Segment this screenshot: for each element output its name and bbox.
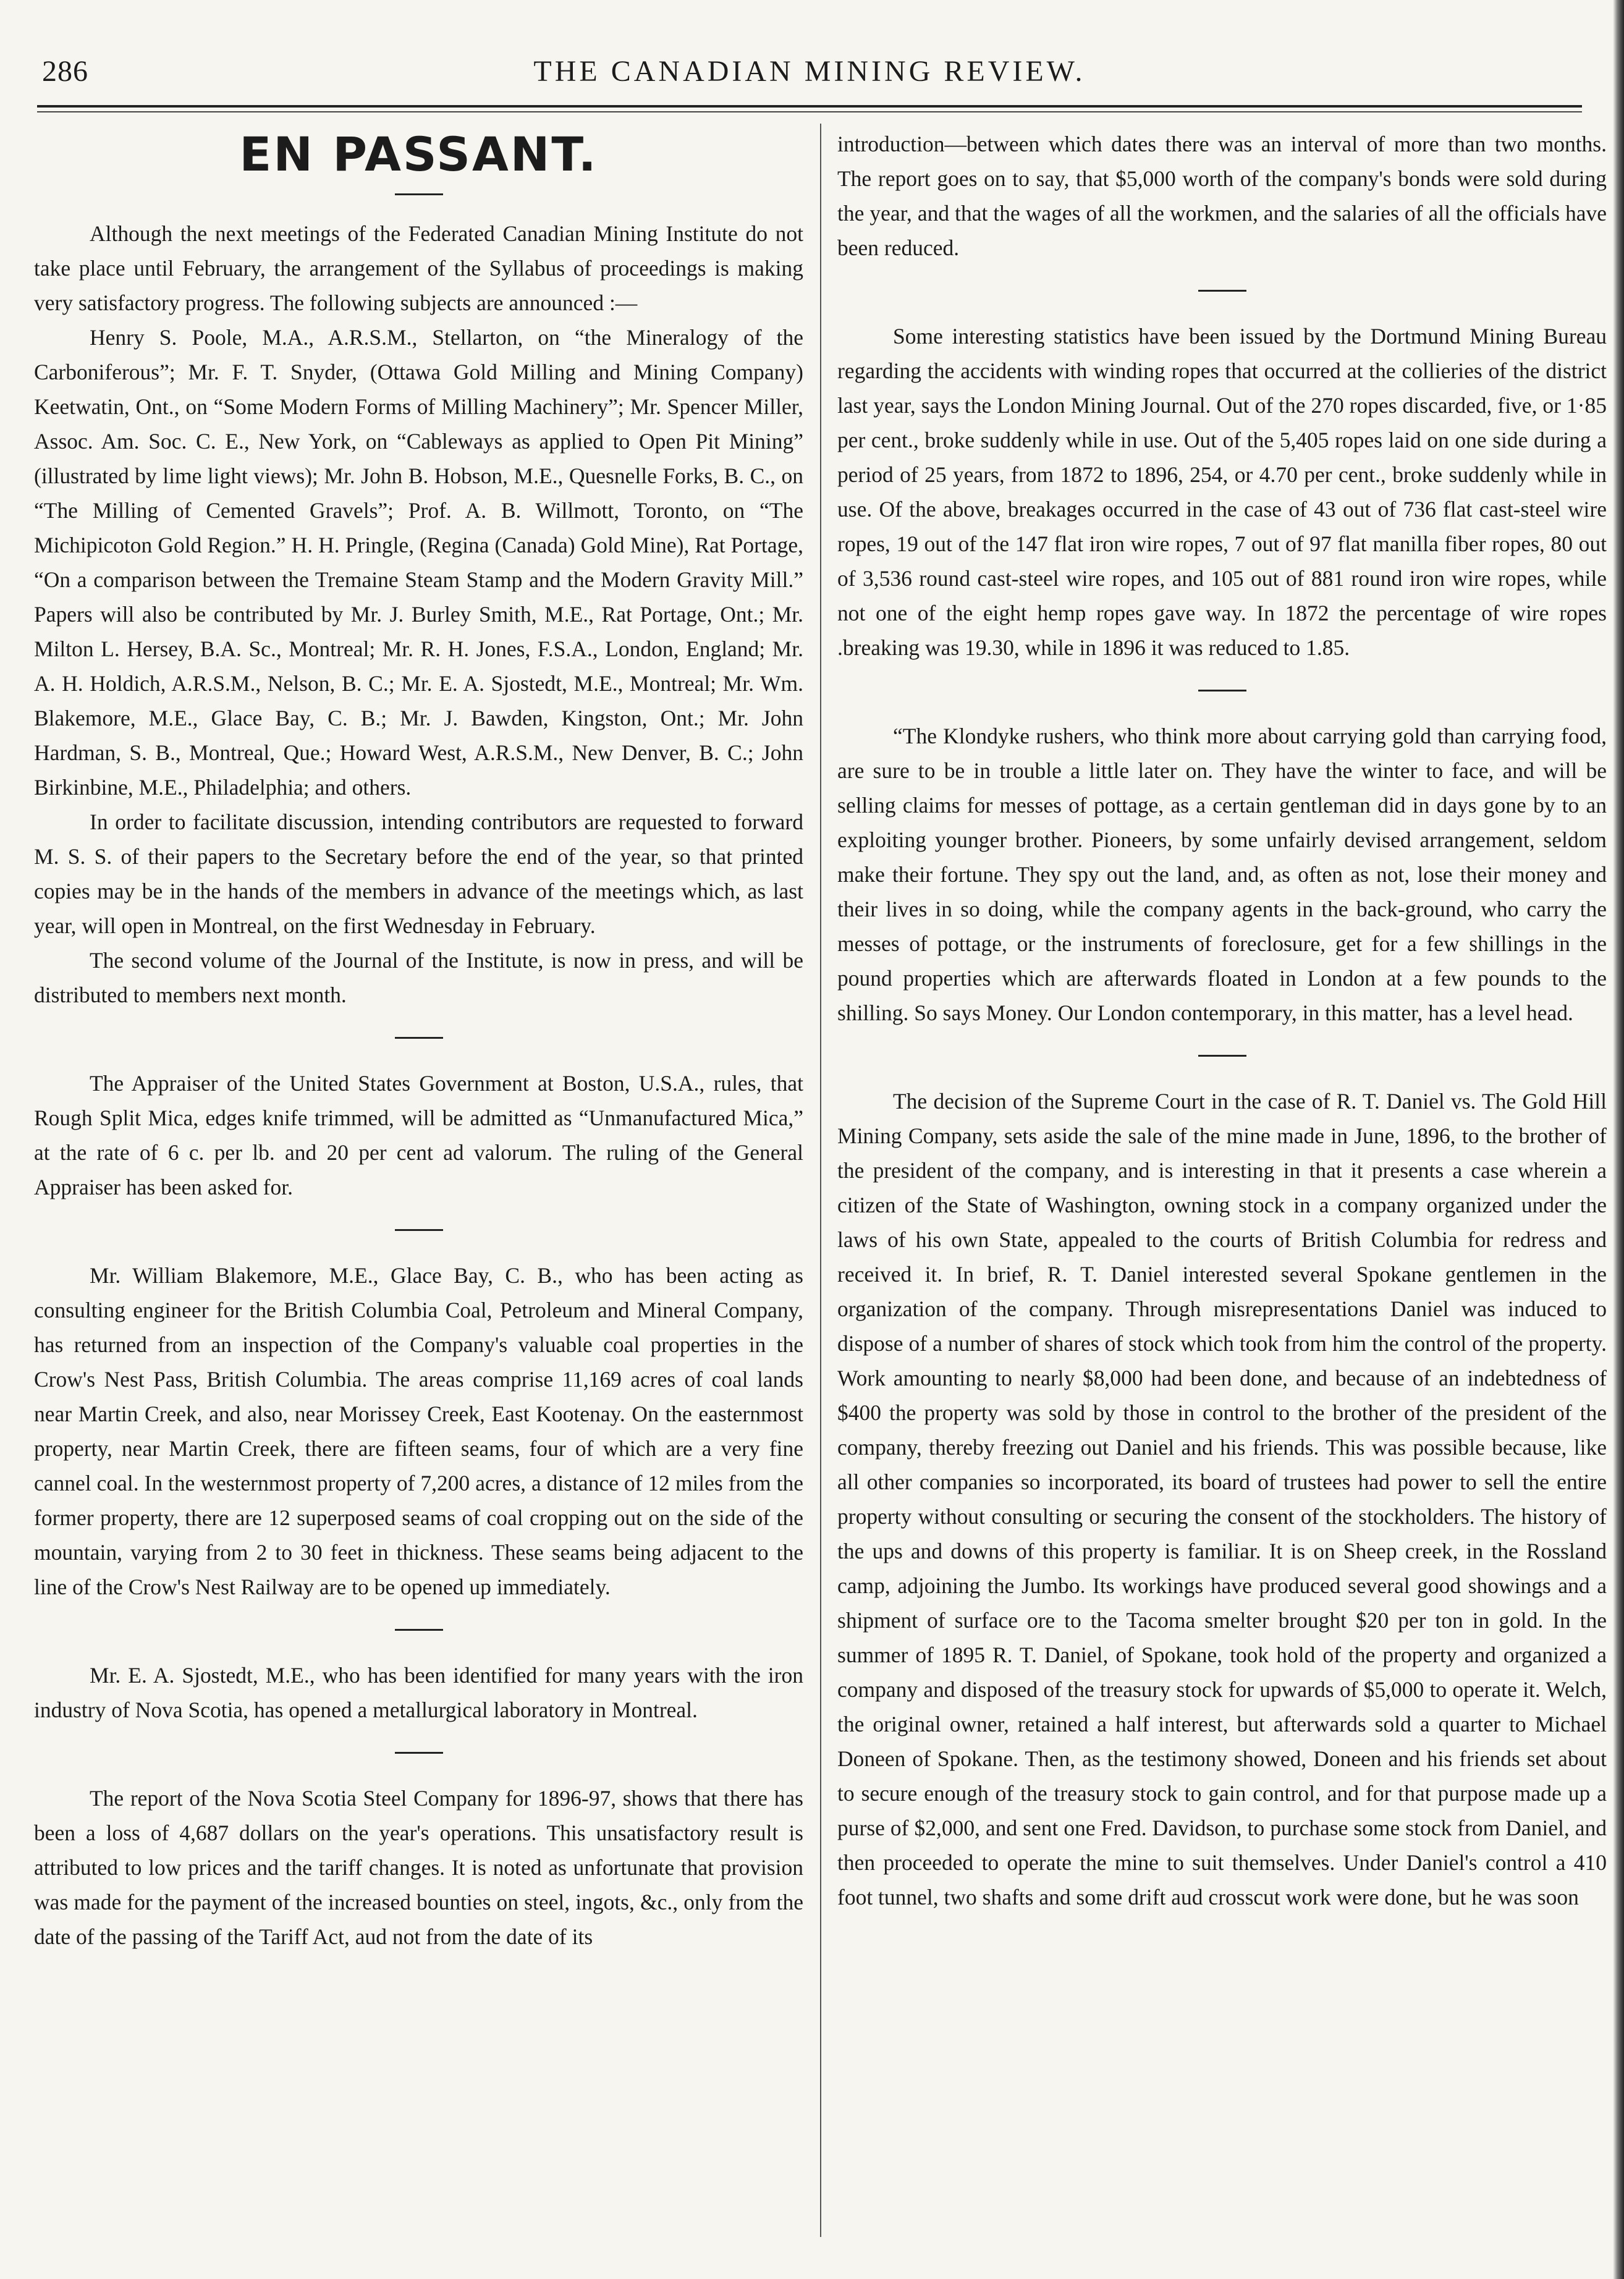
paragraph-mica-ruling: The Appraiser of the United States Government at Boston, U.S.A., rules, that Rough Split Mica, edges knife trimmed, will be admitted as “Unmanufactured Mica,” at the rate of 6 c. per lb. and 20 per cent ad valorum. The ruling of the General Appraiser has been asked for. <box>34 1071 803 1199</box>
paragraph-institute-meetings: Although the next meetings of the Federated Canadian Mining Institute do not take place until February, the arrangement of the Syllabus of proceedings is making very satisfactory progress. The following subjects are announced :— <box>34 221 803 315</box>
scan-edge <box>1613 0 1624 2279</box>
column-divider <box>820 124 821 2237</box>
separator-rule <box>1198 690 1246 691</box>
journal-title: THE CANADIAN MINING REVIEW. <box>533 55 1086 88</box>
header-rule <box>37 105 1582 108</box>
header-rule-thin <box>37 111 1582 112</box>
paragraph-blakemore-coal: Mr. William Blakemore, M.E., Glace Bay, C. B., who has been acting as consulting engineer for the British Columbia Coal, Petroleum and Mineral Company, has returned from an inspection of the Company's valuable coal properties in the Crow's Nest Pass, British Columbia. The areas comprise 11,169 acres of coal lands near Martin Creek, and also, near Morissey Creek, East Kootenay. On the easternmost property, near Martin Creek, there are fifteen seams, four of which are a very fine cannel coal. In the westernmost property of 7,200 acres, a distance of 12 miles from the former property, there are 12 superposed seams of coal cropping out on the side of the mountain, varying from 2 to 30 feet in thickness. These seams being adjacent to the line of the Crow's Nest Railway are to be opened up immediately. <box>34 1263 803 1599</box>
section-title: EN PASSANT. <box>239 127 598 182</box>
separator-rule <box>395 1752 443 1754</box>
paragraph-subjects-list: Henry S. Poole, M.A., A.R.S.M., Stellarton, on “the Mineralogy of the Carboniferous”; Mr. F. T. Snyder, (Ottawa Gold Milling and Mining Company) Keetwatin, Ont., on “Some Modern Forms of Milling Machinery”; Mr. Spencer Miller, Assoc. Am. Soc. C. E., New York, on “Cableways as applied to Open Pit Mining” (illustrated by lime light views); Mr. John B. Hobson, M.E., Quesnelle Forks, B. C., on “The Milling of Cemented Gravels”; Prof. A. B. Willmott, Toronto, on “The Michipicoton Gold Region.” H. H. Pringle, (Regina (Canada) Gold Mine), Rat Portage, “On a comparison between the Tremaine Steam Stamp and the Modern Gravity Mill.” Papers will also be contributed by Mr. J. Burley Smith, M.E., Rat Portage, Ont.; Mr. Milton L. Hersey, B.A. Sc., Montreal; Mr. R. H. Jones, F.S.A., London, England; Mr. A. H. Holdich, A.R.S.M., Nelson, B. C.; Mr. E. A. Sjostedt, M.E., Montreal; Mr. Wm. Blakemore, M.E., Glace Bay, C. B.; Mr. J. Bawden, Kingston, Ont.; Mr. John Hardman, S. B., Montreal, Que.; Howard West, A.R.S.M., New Denver, B. C.; John Birkinbine, M.E., Philadelphia; and others. <box>34 325 803 800</box>
paragraph-sjostedt-laboratory: Mr. E. A. Sjostedt, M.E., who has been identified for many years with the iron industry of Nova Scotia, has opened a metallurgical laboratory in Montreal. <box>34 1663 803 1722</box>
left-column <box>34 127 803 1954</box>
paragraph-klondyke-rushers: “The Klondyke rushers, who think more about carrying gold than carrying food, are sure to be in trouble a little later on. They have the winter to face, and will be selling claims for messes of pottage, as a certain gentleman did in days gone by to an exploiting younger brother. Pioneers, by some unfairly devised arrangement, seldom make their fortune. They spy out the land, and, as often as not, lose their money and their lives in so doing, while the company agents in the back-ground, who carry the messes of pottage, or the instruments of foreclosure, get for a few shillings in the pound properties which are afterwards floated in London at a few pounds to the shilling. So says Money. Our London contemporary, in this matter, has a level head. <box>837 724 1607 1025</box>
right-column <box>837 127 1607 1914</box>
paragraph-supreme-court-decision: The decision of the Supreme Court in the case of R. T. Daniel vs. The Gold Hill Mining Company, sets aside the sale of the mine made in June, 1896, to the brother of the president of the company, and is interesting in that it presents a case wherein a citizen of the State of Washington, owning stock in a company organized under the laws of his own State, appealed to the courts of British Columbia for redress and received it. In brief, R. T. Daniel interested several Spokane gentlemen in the organization of the company. Through misrepresentations Daniel was induced to dispose of a number of shares of stock which took from him the control of the property. Work amounting to nearly $8,000 had been done, and because of an indebtedness of $400 the property was sold by those in control to the brother of the president of the company, thereby freezing out Daniel and his friends. This was possible because, like all other companies so incorporated, its board of trustees had power to sell the entire property without consulting or securing the consent of the stockholders. The history of the ups and downs of this property is familiar. It is on Sheep creek, in the Rossland camp, adjoining the Jumbo. Its workings have produced several good showings and a shipment of surface ore to the Tacoma smelter brought $20 per ton in gold. In the summer of 1895 R. T. Daniel, of Spokane, took hold of the property and organized a company and disposed of the treasury stock for upwards of $5,000 to operate it. Welch, the original owner, retained a half interest, but afterwards sold a quarter to Michael Doneen of Spokane. Then, as the testimony showed, Doneen and his friends set about to secure enough of the treasury stock to gain control, and for that purpose made up a purse of $2,000, and sent one Fred. Davidson, to purchase some stock from Daniel, and then proceeded to operate the mine to suit themselves. Under Daniel's control a 410 foot tunnel, two shafts and some drift aud crosscut work were done, but he was soon <box>837 1089 1607 1909</box>
separator-rule <box>1198 290 1246 292</box>
page-header <box>37 54 1582 104</box>
paragraph-nova-scotia-steel: The report of the Nova Scotia Steel Company for 1896-97, shows that there has been a loss of 4,687 dollars on the year's operations. This unsatisfactory result is attributed to low prices and the tariff changes. It is noted as unfortunate that provision was made for the payment of the increased bounties on steel, ingots, &c., only from the date of the passing of the Tariff Act, aud not from the date of its <box>34 1786 803 1949</box>
paragraph-winding-ropes: Some interesting statistics have been issued by the Dortmund Mining Bureau regarding the accidents with winding ropes that occurred at the collieries of the district last year, says the London Mining Journal. Out of the 270 ropes discarded, five, or 1·85 per cent., broke suddenly while in use. Out of the 5,405 ropes laid on one side during a period of 25 years, from 1872 to 1896, 254, or 4.70 per cent., broke suddenly while in use. Of the above, breakages occurred in the case of 43 out of 736 flat cast-steel wire ropes, 19 out of the 147 flat iron wire ropes, 7 out of 97 flat manilla fiber ropes, 80 out of 3,536 round cast-steel wire ropes, and 105 out of 881 round iron wire ropes, while not one of the eight hemp ropes gave way. In 1872 the percentage of wire ropes .breaking was 19.30, while in 1896 it was reduced to 1.85. <box>837 324 1607 660</box>
title-rule <box>395 193 443 195</box>
paragraph-contributors: In order to facilitate discussion, intending contributors are requested to forward M. S. S. of their papers to the Secretary before the end of the year, so that printed copies may be in the hands of the members in advance of the meetings which, as last year, will open in Montreal, on the first Wednesday in February. <box>34 810 803 938</box>
separator-rule <box>395 1629 443 1631</box>
paragraph-steel-continued: introduction—between which dates there was an interval of more than two months. The report goes on to say, that $5,000 worth of the company's bonds were sold during the year, and that the wages of all the workmen, and the salaries of all the officials have been reduced. <box>837 132 1607 260</box>
separator-rule <box>395 1229 443 1231</box>
paragraph-journal-volume: The second volume of the Journal of the Institute, is now in press, and will be distributed to members next month. <box>34 948 803 1007</box>
separator-rule <box>395 1037 443 1039</box>
page-number: 286 <box>42 55 88 88</box>
separator-rule <box>1198 1055 1246 1057</box>
